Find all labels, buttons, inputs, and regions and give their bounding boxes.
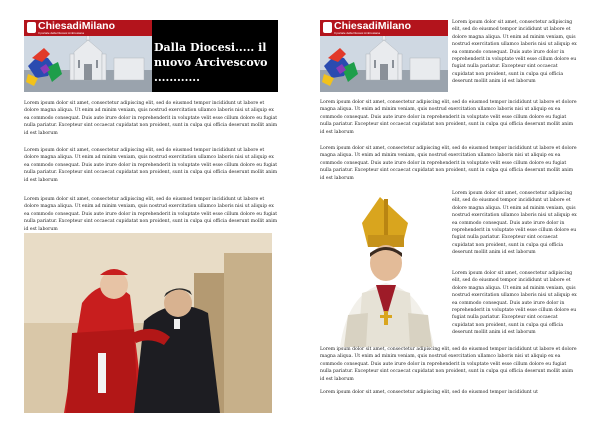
paragraph-r3: Lorem ipsum dolor sit amet, consectetur adipiscing elit, sed do eiusmod tempor incididunt ut labore et dolore magna aliqua. Ut enim ad minim veniam, quis nostrud exercitation ullamco laboris nisi ut aliquip ex ea commodo consequat. Duis aute irure dolor in reprehenderit in voluptate velit esse cillum dolore eu fugiat nulla pariatur. Excepteur sint occaecat cupidatat non proident, sunt in culpa qui officia deserunt mollit anim id est laborum: [320, 146, 577, 181]
paragraph-3: Lorem ipsum dolor sit amet, consectetur adipiscing elit, sed do eiusmod tempor incididunt ut labore et dolore magna aliqua. Ut enim ad minim veniam, quis nostrud exercitation ullamco laboris nisi ut aliquip ex ea commodo consequat. Duis aute irure dolor in reprehenderit in voluptate velit esse cillum dolore eu fugiat nulla pariatur. Excepteur sint occaecat cupidatat non proident, sunt in culpa qui officia deserunt mollit anim id est laborum: [24, 197, 278, 232]
paragraph-r2: Lorem ipsum dolor sit amet, consectetur adipiscing elit, sed do eiusmod tempor incididunt ut labore et dolore magna aliqua. Ut enim ad minim veniam, quis nostrud exercitation ullamco laboris nisi ut aliquip ex ea commodo consequat. Duis aute irure dolor in reprehenderit in voluptate velit esse cillum dolore eu fugiat nulla pariatur. Excepteur sint occaecat cupidatat non proident, sunt in culpa qui officia deserunt mollit anim id est laborum: [320, 100, 577, 135]
paragraph-r1: Lorem ipsum dolor sit amet, consectetur adipiscing elit, sed do eiusmod tempor incididunt ut labore et dolore magna aliqua. Ut enim ad minim veniam, quis nostrud exercitation ullamco laboris nisi ut aliquip ex ea commodo consequat. Duis aute irure dolor in reprehenderit in voluptate velit esse cillum dolore eu fugiat nulla pariatur. Excepteur sint occaecat cupidatat non proident, sunt in culpa qui officia deserunt mollit anim id est laborum: [452, 20, 577, 85]
paragraph-1: Lorem ipsum dolor sit amet, consectetur adipiscing elit, sed do eiusmod tempor incididunt ut labore et dolore magna aliqua. Ut enim ad minim veniam, quis nostrud exercitation ullamco laboris nisi ut aliquip ex ea commodo consequat. Duis aute irure dolor in reprehenderit in voluptate velit esse cillum dolore eu fugiat nulla pariatur. Excepteur sint occaecat cupidatat non proident, sunt in culpa qui officia deserunt mollit anim id est laborum: [24, 101, 278, 136]
paragraph-r5: Lorem ipsum dolor sit amet, consectetur adipiscing elit, sed do eiusmod tempor incididunt ut labore et dolore magna aliqua. Ut enim ad minim veniam, quis nostrud exercitation ullamco laboris nisi ut aliquip ex ea commodo consequat. Duis aute irure dolor in reprehenderit in voluptate velit esse cillum dolore eu fugiat nulla pariatur. Excepteur sint occaecat cupidatat non proident, sunt in culpa qui officia deserunt mollit anim id est laborum: [452, 271, 577, 336]
paragraph-r7: Lorem ipsum dolor sit amet, consectetur adipiscing elit, sed do eiusmod tempor incididunt ut: [320, 390, 538, 395]
logo-brand-text: ChiesadiMilano: [38, 20, 116, 32]
paragraph-2: Lorem ipsum dolor sit amet, consectetur adipiscing elit, sed do eiusmod tempor incididunt ut labore et dolore magna aliqua. Ut enim ad minim veniam, quis nostrud exercitation ullamco laboris nisi ut aliquip ex ea commodo consequat. Duis aute irure dolor in reprehenderit in voluptate velit esse cillum dolore eu fugiat nulla pariatur. Excepteur sint occaecat cupidatat non proident, sunt in culpa qui officia deserunt mollit anim id est laborum: [24, 148, 278, 183]
logo-tagline: Il portale della Diocesi Ambrosiana: [38, 31, 85, 35]
logo-mark-icon: [323, 22, 332, 33]
article-title: Dalla Diocesi..... il nuovo Arcivescovo ............: [152, 20, 278, 92]
photo-bishop-mitre: [328, 195, 448, 347]
right-page: [320, 10, 582, 414]
chiesa-logo-right: [320, 20, 448, 92]
paragraph-r4: Lorem ipsum dolor sit amet, consectetur adipiscing elit, sed do eiusmod tempor incididunt ut labore et dolore magna aliqua. Ut enim ad minim veniam, quis nostrud exercitation ullamco laboris nisi ut aliquip ex ea commodo consequat. Duis aute irure dolor in reprehenderit in voluptate velit esse cillum dolore eu fugiat nulla pariatur. Excepteur sint occaecat cupidatat non proident, sunt in culpa qui officia deserunt mollit anim id est laborum: [452, 191, 577, 256]
logo-tagline: Il portale della Diocesi Ambrosiana: [334, 31, 381, 35]
logo-brand-text: ChiesadiMilano: [334, 20, 412, 32]
chiesa-logo: [24, 20, 152, 92]
paragraph-r6: Lorem ipsum dolor sit amet, consectetur adipiscing elit, sed do eiusmod tempor incididunt ut labore et dolore magna aliqua. Ut enim ad minim veniam, quis nostrud exercitation ullamco laboris nisi ut aliquip ex ea commodo consequat. Duis aute irure dolor in reprehenderit in voluptate velit esse cillum dolore eu fugiat nulla pariatur. Excepteur sint occaecat cupidatat non proident, sunt in culpa qui officia deserunt mollit anim id est laborum: [320, 347, 577, 382]
photo-clergy-embrace: [24, 233, 272, 413]
bishop-mitre-image: [328, 195, 448, 347]
logo-mark-icon: [27, 22, 36, 33]
left-page: [24, 10, 286, 414]
clergy-embrace-image: [24, 233, 272, 413]
